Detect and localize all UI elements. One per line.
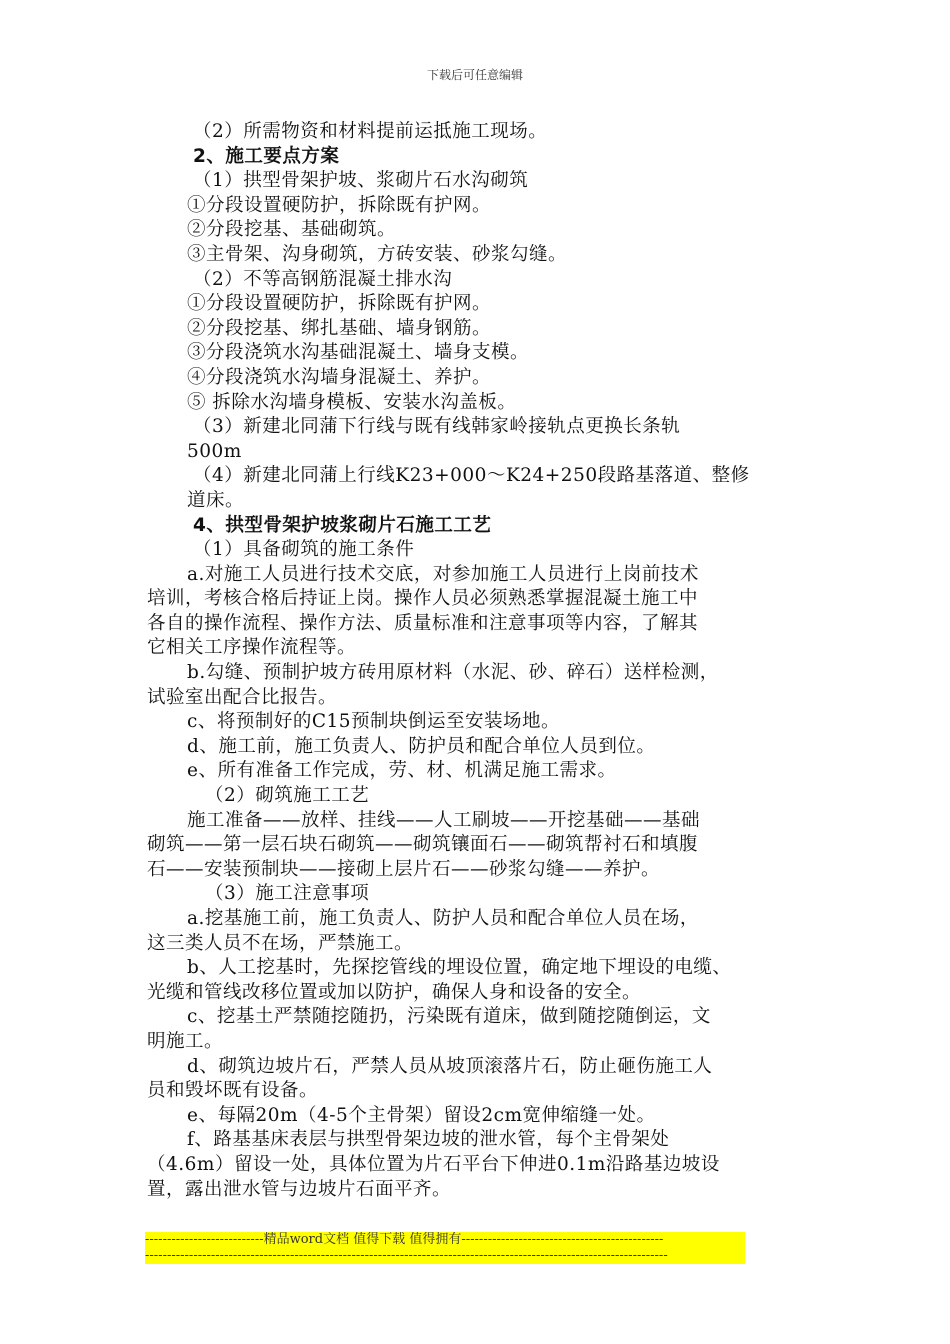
paragraph-line: 施工准备——放样、挂线——人工刷坡——开挖基础——基础 [187, 809, 701, 831]
paragraph-line: b、人工挖基时，先探挖管线的埋设位置，确定地下埋设的电缆、 [187, 957, 732, 979]
paragraph-line: 光缆和管线改移位置或加以防护，确保人身和设备的安全。 [147, 981, 642, 1003]
paragraph-line: （4.6m）留设一处，具体位置为片石平台下伸进0.1m沿路基边坡设 [147, 1153, 720, 1175]
paragraph-line: e、所有准备工作完成，劳、材、机满足施工需求。 [187, 760, 617, 782]
paragraph-line: b.勾缝、预制护坡方砖用原材料（水泥、砂、碎石）送样检测， [187, 662, 719, 684]
paragraph-line: e、每隔20m（4-5个主骨架）留设2cm宽伸缩缝一处。 [187, 1104, 656, 1126]
paragraph-line: 道床。 [187, 489, 245, 511]
paragraph-line: 各自的操作流程、操作方法、质量标准和注意事项等内容，了解其 [147, 612, 699, 634]
footer-watermark-line: ---------------------------精品word文档 值得下载 值得拥有---------------------------------------------- [145, 1232, 745, 1248]
page-header-note: 下载后可任意编辑 [426, 68, 523, 82]
paragraph-line: d、施工前，施工负责人、防护员和配合单位人员到位。 [187, 735, 656, 757]
document-body [147, 120, 817, 1202]
paragraph-line: ②分段挖基、基础砌筑。 [187, 219, 397, 241]
paragraph-line: （2）所需物资和材料提前运抵施工现场。 [193, 121, 548, 142]
paragraph-line: 石——安装预制块——接砌上层片石——砂浆勾缝——养护。 [147, 858, 661, 880]
section-heading: 4、拱型骨架护坡浆砌片石施工工艺 [193, 514, 492, 536]
paragraph-line: （1）拱型骨架护坡、浆砌片石水沟砌筑 [193, 170, 529, 192]
paragraph-line: c、挖基土严禁随挖随扔，污染既有道床，做到随挖随倒运，文 [187, 1006, 711, 1028]
paragraph-line: ④分段浇筑水沟墙身混凝土、养护。 [187, 366, 492, 388]
paragraph-line: d、砌筑边坡片石，严禁人员从坡顶滚落片石，防止砸伤施工人 [187, 1055, 713, 1077]
paragraph-line: （2）砌筑施工工艺 [205, 785, 370, 807]
paragraph-line: 明施工。 [147, 1030, 224, 1052]
paragraph-line: 置，露出泄水管与边坡片石面平齐。 [147, 1178, 452, 1200]
section-heading: 2、施工要点方案 [193, 145, 340, 167]
paragraph-line: a.挖基施工前，施工负责人、防护人员和配合单位人员在场， [187, 908, 699, 929]
paragraph-line: 试验室出配合比报告。 [147, 686, 338, 708]
paragraph-line: ②分段挖基、绑扎基础、墙身钢筋。 [187, 317, 492, 339]
paragraph-line: f、路基基床表层与拱型骨架边坡的泄水管，每个主骨架处 [187, 1129, 670, 1151]
paragraph-line: ①分段设置硬防护，拆除既有护网。 [187, 293, 492, 315]
paragraph-line: c、将预制好的C15预制块倒运至安装场地。 [187, 711, 561, 733]
paragraph-line: 500m [187, 440, 242, 462]
paragraph-line: 培训，考核合格后持证上岗。操作人员必须熟悉掌握混凝土施工中 [147, 588, 699, 610]
footer-dash-line: ----------------------------------------------------------------------------------------------------------------------- [145, 1248, 745, 1264]
paragraph-line: （1）具备砌筑的施工条件 [193, 539, 415, 561]
paragraph-line: ③分段浇筑水沟基础混凝土、墙身支模。 [187, 342, 530, 364]
paragraph-line: ①分段设置硬防护，拆除既有护网。 [187, 194, 492, 216]
paragraph-line: 员和毁坏既有设备。 [147, 1080, 319, 1102]
paragraph-line: （3）新建北同蒲下行线与既有线韩家岭接轨点更换长条轨 [193, 416, 681, 438]
paragraph-line: 它相关工序操作流程等。 [147, 637, 357, 659]
paragraph-line: ⑤ 拆除水沟墙身模板、安装水沟盖板。 [187, 391, 517, 413]
paragraph-line: ③主骨架、沟身砌筑，方砖安装、砂浆勾缝。 [187, 243, 568, 265]
paragraph-line: 这三类人员不在场，严禁施工。 [147, 932, 414, 954]
paragraph-line: （2）不等高钢筋混凝土排水沟 [193, 268, 453, 290]
paragraph-line: （4）新建北同蒲上行线K23+000～K24+250段路基落道、整修 [193, 465, 750, 487]
paragraph-line: a.对施工人员进行技术交底，对参加施工人员进行上岗前技术 [187, 563, 699, 585]
paragraph-line: （3）施工注意事项 [205, 883, 370, 905]
footer-banner [145, 1232, 745, 1264]
paragraph-line: 砌筑——第一层石块石砌筑——砌筑镶面石——砌筑帮衬石和填腹 [147, 834, 699, 856]
